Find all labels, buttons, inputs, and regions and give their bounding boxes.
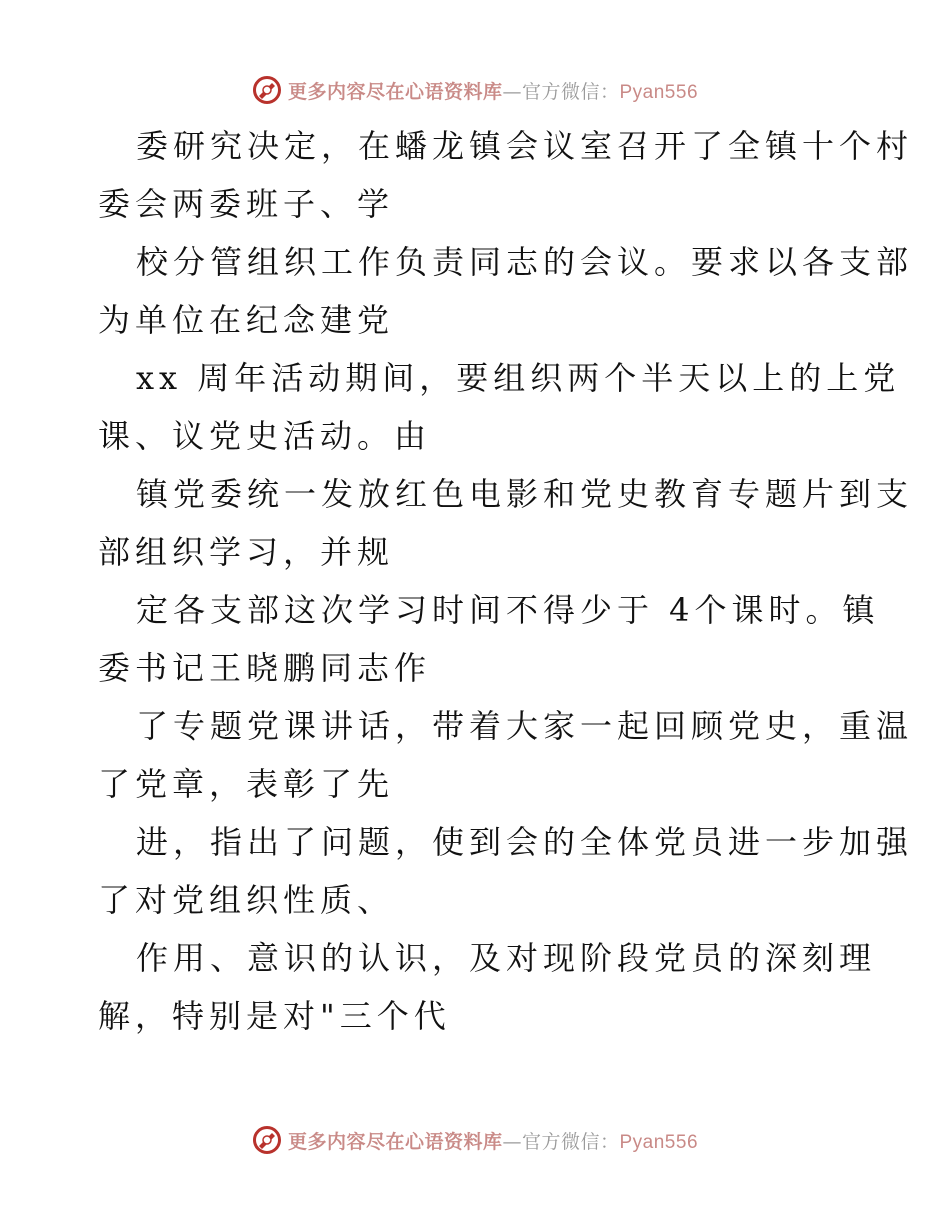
- header-watermark: [0, 70, 950, 110]
- watermark-main-text: 更多内容尽在心语资料库: [287, 1130, 503, 1153]
- text-line-4: 为单位在纪念建党: [98, 301, 395, 339]
- document-body: [98, 117, 914, 1045]
- text-line-12: 了党章，表彰了先: [98, 765, 395, 803]
- watermark-wechat-id: Pyan556: [619, 81, 699, 103]
- text-line-15: 作用、意识的认识，及对现阶段党员的深刻理: [136, 939, 877, 977]
- footer-watermark: [0, 1120, 950, 1160]
- text-line-7: 镇党委统一发放红色电影和党史教育专题片到支: [136, 475, 914, 513]
- red-seal-logo-icon: [252, 75, 282, 105]
- text-line-9: 定各支部这次学习时间不得少于 4个课时。镇: [136, 591, 880, 629]
- watermark-text: [288, 1127, 698, 1154]
- text-line-10: 委书记王晓鹏同志作: [98, 649, 432, 687]
- watermark-dash-text: —官方微信：: [502, 1130, 620, 1153]
- watermark-wechat-id: Pyan556: [619, 1131, 699, 1153]
- text-line-16: 解，特别是对"三个代: [98, 997, 451, 1035]
- watermark-text: [288, 77, 698, 104]
- text-line-13: 进，指出了问题，使到会的全体党员进一步加强: [136, 823, 914, 861]
- red-seal-logo-icon: [252, 1125, 282, 1155]
- text-line-1: 委研究决定，在蟠龙镇会议室召开了全镇十个村: [136, 127, 914, 165]
- text-line-5: xx 周年活动期间，要组织两个半天以上的上党: [136, 359, 901, 397]
- text-line-8: 部组织学习，并规: [98, 533, 395, 571]
- text-line-14: 了对党组织性质、: [98, 881, 395, 919]
- watermark-main-text: 更多内容尽在心语资料库: [287, 80, 503, 103]
- text-line-2: 委会两委班子、学: [98, 185, 395, 223]
- watermark-dash-text: —官方微信：: [502, 80, 620, 103]
- text-line-3: 校分管组织工作负责同志的会议。要求以各支部: [136, 243, 914, 281]
- text-line-6: 课、议党史活动。由: [98, 417, 432, 455]
- text-line-11: 了专题党课讲话，带着大家一起回顾党史，重温: [136, 707, 914, 745]
